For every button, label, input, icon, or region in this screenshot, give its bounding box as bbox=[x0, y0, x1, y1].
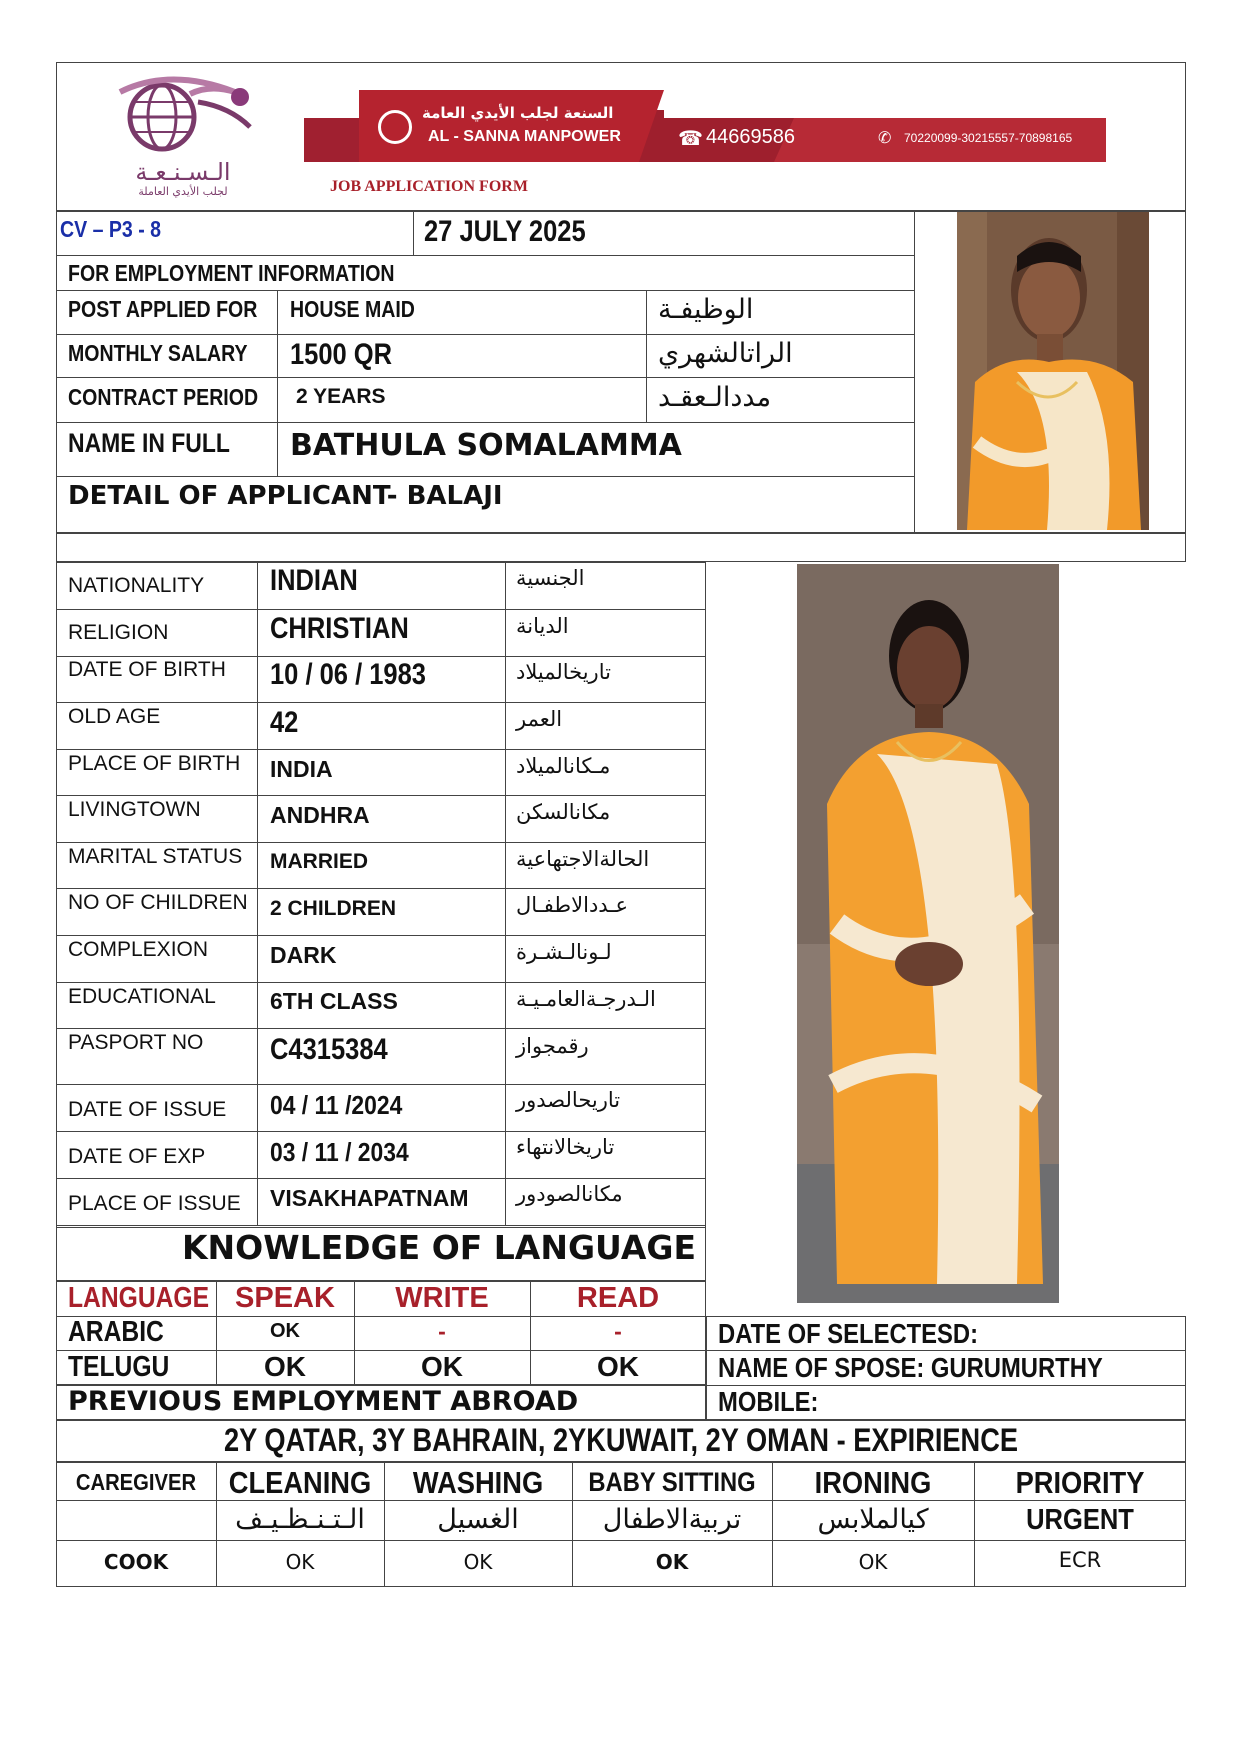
spacer-row bbox=[56, 533, 1186, 562]
cleaning-arabic: الـتـنـظـيـف bbox=[235, 1504, 365, 1535]
telugu-write: OK bbox=[421, 1351, 463, 1382]
phone-number: 44669586 bbox=[706, 126, 795, 148]
telugu-read: OK bbox=[597, 1351, 639, 1382]
contract-period-value: 2 YEARS bbox=[296, 385, 386, 408]
arabic-read: - bbox=[614, 1318, 622, 1344]
ironing-value: OK bbox=[858, 1550, 888, 1574]
post-applied-arabic: الوظيفـة bbox=[658, 294, 754, 325]
marital-status-label: MARITAL STATUS bbox=[68, 845, 243, 868]
place-of-issue-label: PLACE OF ISSUE bbox=[68, 1192, 241, 1215]
marital-status-value: MARRIED bbox=[270, 850, 368, 873]
language-header: LANGUAGE bbox=[68, 1282, 210, 1314]
dob-value: 10 / 06 / 1983 bbox=[270, 658, 426, 691]
living-town-label: LIVINGTOWN bbox=[68, 798, 201, 821]
priority-header: PRIORITY bbox=[1015, 1465, 1145, 1500]
contract-period-label: CONTRACT PERIOD bbox=[68, 384, 259, 410]
monthly-salary-arabic: الراتالشهري bbox=[658, 338, 793, 369]
monthly-salary-value: 1500 QR bbox=[290, 338, 393, 371]
application-date: 27 JULY 2025 bbox=[424, 215, 586, 248]
arabic-speak: OK bbox=[270, 1320, 300, 1342]
passport-no-arabic: رقمجواز bbox=[516, 1034, 589, 1058]
date-of-issue-label: DATE OF ISSUE bbox=[68, 1098, 227, 1121]
ironing-header: IRONING bbox=[814, 1465, 932, 1500]
place-of-birth-value: INDIA bbox=[270, 756, 333, 782]
ironing-arabic: كيالملابس bbox=[817, 1504, 929, 1535]
date-of-issue-value: 04 / 11 /2024 bbox=[270, 1090, 403, 1120]
globe-icon bbox=[378, 110, 412, 144]
language-telugu: TELUGU bbox=[68, 1351, 170, 1383]
age-label: OLD AGE bbox=[68, 705, 161, 728]
language-section-title: KNOWLEDGE OF LANGUAGE bbox=[181, 1228, 696, 1267]
full-name-value: BATHULA SOMALAMMA bbox=[290, 428, 682, 463]
baby-sitting-arabic: تربيةالاطفال bbox=[602, 1504, 742, 1535]
age-value: 42 bbox=[270, 706, 299, 739]
cleaning-value: OK bbox=[285, 1550, 315, 1574]
washing-value: OK bbox=[463, 1550, 493, 1574]
banner-english-name: AL - SANNA MANPOWER bbox=[428, 128, 621, 145]
complexion-label: COMPLEXION bbox=[68, 938, 209, 961]
mobile-icon: ✆ bbox=[878, 130, 892, 147]
children-arabic: عـددالاطفـال bbox=[516, 893, 629, 917]
full-name-label: NAME IN FULL bbox=[68, 428, 230, 458]
education-label: EDUCATIONAL bbox=[68, 985, 216, 1008]
place-of-issue-arabic: مكانالصودور bbox=[516, 1182, 623, 1206]
dob-arabic: تاريخالميلاد bbox=[516, 660, 611, 684]
experience-text: 2Y QATAR, 3Y BAHRAIN, 2YKUWAIT, 2Y OMAN - EXPIRIENCE bbox=[224, 1422, 1018, 1458]
washing-header: WASHING bbox=[412, 1465, 544, 1500]
education-value: 6TH CLASS bbox=[270, 988, 398, 1014]
arabic-write: - bbox=[438, 1318, 446, 1344]
ecr-value: ECR bbox=[1058, 1548, 1102, 1572]
passport-no-label: PASPORT NO bbox=[68, 1031, 204, 1054]
complexion-arabic: لـونالـشـرة bbox=[516, 940, 612, 964]
caregiver-header: CAREGIVER bbox=[75, 1469, 197, 1495]
living-town-value: ANDHRA bbox=[270, 802, 370, 828]
company-banner bbox=[304, 90, 1106, 162]
complexion-value: DARK bbox=[270, 942, 337, 968]
education-arabic: الـدرجـةالعامـيـة bbox=[516, 987, 656, 1011]
write-header: WRITE bbox=[395, 1282, 489, 1314]
employment-info-title: FOR EMPLOYMENT INFORMATION bbox=[68, 260, 395, 286]
monthly-salary-label: MONTHLY SALARY bbox=[68, 340, 248, 366]
baby-sitting-header: BABY SITTING bbox=[588, 1467, 756, 1497]
date-of-expiry-arabic: تاريخالانتهاء bbox=[516, 1135, 615, 1159]
religion-value: CHRISTIAN bbox=[270, 612, 409, 645]
priority-value: URGENT bbox=[1026, 1504, 1134, 1536]
living-town-arabic: مكانالسكن bbox=[516, 800, 611, 824]
cook-value: COOK bbox=[103, 1550, 169, 1574]
date-selected: DATE OF SELECTESD: bbox=[718, 1318, 979, 1349]
post-applied-label: POST APPLIED FOR bbox=[68, 296, 258, 322]
phone-icon: ☎ bbox=[678, 128, 703, 150]
company-logo bbox=[100, 72, 260, 197]
read-header: READ bbox=[576, 1282, 660, 1314]
dob-label: DATE OF BIRTH bbox=[68, 658, 226, 681]
cv-reference: CV – P3 - 8 bbox=[60, 216, 162, 242]
age-arabic: العمر bbox=[516, 707, 563, 731]
religion-arabic: الديانة bbox=[516, 614, 569, 638]
previous-employment-title: PREVIOUS EMPLOYMENT ABROAD bbox=[68, 1386, 579, 1417]
mobile-numbers: 70220099-30215557-70898165 bbox=[904, 131, 1073, 145]
detail-of-applicant: DETAIL OF APPLICANT- BALAJI bbox=[68, 481, 503, 511]
language-arabic: ARABIC bbox=[68, 1316, 164, 1348]
washing-arabic: الغسيل bbox=[437, 1504, 519, 1535]
date-of-issue-arabic: تاريحالصدور bbox=[516, 1088, 621, 1112]
nationality-label: NATIONALITY bbox=[68, 574, 205, 597]
logo-arabic-text: الـسـنـعـة bbox=[135, 158, 231, 186]
speak-header: SPEAK bbox=[235, 1282, 335, 1314]
religion-label: RELIGION bbox=[68, 621, 169, 644]
applicant-portrait-photo bbox=[957, 212, 1149, 530]
place-of-issue-value: VISAKHAPATNAM bbox=[270, 1185, 469, 1211]
date-of-expiry-value: 03 / 11 / 2034 bbox=[270, 1137, 409, 1167]
date-of-expiry-label: DATE OF EXP bbox=[68, 1145, 206, 1168]
place-of-birth-label: PLACE OF BIRTH bbox=[68, 752, 241, 775]
baby-sitting-value: OK bbox=[655, 1550, 689, 1574]
mobile-field: MOBILE: bbox=[718, 1386, 819, 1417]
globe-logo-icon bbox=[100, 72, 260, 162]
telugu-speak: OK bbox=[264, 1351, 306, 1382]
passport-no-value: C4315384 bbox=[270, 1033, 388, 1066]
children-value: 2 CHILDREN bbox=[270, 897, 397, 920]
marital-status-arabic: الحالةالاجتهاعية bbox=[516, 847, 650, 871]
logo-arabic-subtext: لجلب الأيدي العاملة bbox=[138, 185, 228, 198]
contract-period-arabic: مددالـعقـد bbox=[658, 382, 772, 413]
place-of-birth-arabic: مـكانالميلاد bbox=[516, 754, 611, 778]
nationality-value: INDIAN bbox=[270, 564, 358, 597]
children-label: NO OF CHILDREN bbox=[68, 891, 248, 914]
spouse-name: NAME OF SPOSE: GURUMURTHY bbox=[718, 1352, 1103, 1383]
nationality-arabic: الجنسية bbox=[516, 566, 585, 590]
form-title: JOB APPLICATION FORM bbox=[330, 178, 528, 195]
post-applied-value: HOUSE MAID bbox=[290, 296, 415, 322]
banner-arabic-name: السنعة لجلب الأيدي العامة bbox=[422, 104, 614, 122]
applicant-full-photo bbox=[797, 564, 1059, 1303]
cleaning-header: CLEANING bbox=[228, 1465, 372, 1500]
